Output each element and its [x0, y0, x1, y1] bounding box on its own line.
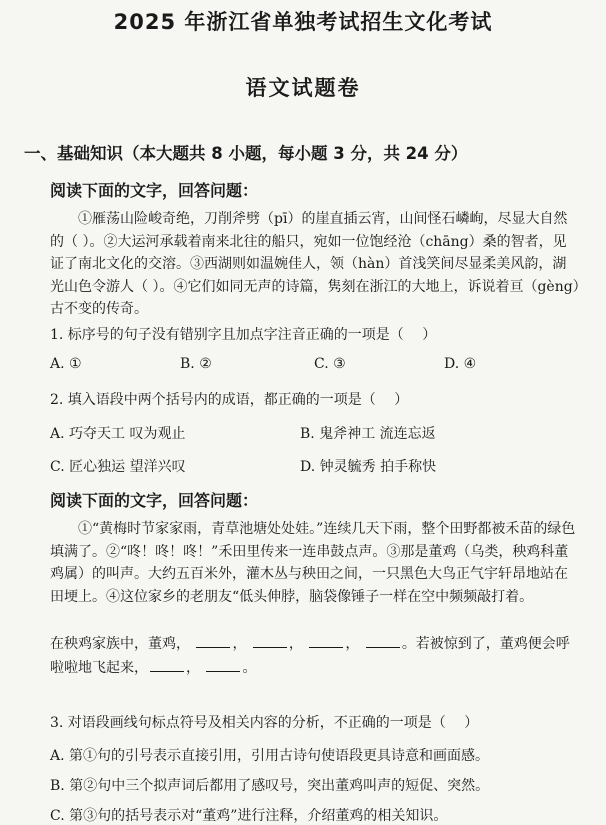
q3-option-a: A. 第①句的引号表示直接引用，引用古诗句使语段更具诗意和画面感。	[50, 748, 490, 764]
fill-in-paragraph: 在秧鸡家族中，董鸡， ， ， ， 。若被惊到了，董鸡便会呼啦啦地飞起来， ， 。	[50, 632, 580, 680]
q2-option-c: C. 匠心独运 望洋兴叹	[50, 459, 186, 475]
reading-heading-1: 阅读下面的文字，回答问题：	[50, 181, 259, 200]
fill-blank-4[interactable]	[366, 633, 400, 648]
q3-option-b: B. 第②句中三个拟声词后都用了感叹号，突出董鸡叫声的短促、突然。	[50, 778, 490, 794]
exam-title: 2025 年浙江省单独考试招生文化考试	[113, 10, 493, 34]
reading-passage-1: ①雁荡山险峻奇绝，刀削斧劈（pī）的崖直插云宵，山间怪石嶙峋，尽显大自然的（ ）。②大运河承载着南来北往的船只，宛如一位饱经沧（chāng）桑的智者，见证了南北文化的交溶。③西湖则如温婉佳人，领（hàn）首浅笑间尽显柔美风韵，湖光山色令游人（ ）。④它们如同无声的诗篇，隽刻在浙江的大地上，诉说着亘（gèng）古不变的传奇。	[50, 211, 580, 317]
section-heading: 一、基础知识（本大题共 8 小题，每小题 3 分，共 24 分）	[24, 144, 468, 163]
fill-text-a: 在秧鸡家族中，董鸡，	[50, 636, 190, 652]
q1-option-c: C. ③	[314, 356, 346, 372]
q2-option-a: A. 巧夺天工 叹为观止	[50, 426, 186, 442]
question-1-stem: 1. 标序号的句子没有错别字且加点字注音正确的一项是（ ）	[50, 327, 437, 343]
fill-blank-5[interactable]	[150, 657, 184, 672]
fill-text-c: 。	[242, 660, 257, 676]
exam-subtitle: 语文试题卷	[245, 76, 361, 100]
fill-text-b: 。若被惊到了，董鸡便会呼啦啦地飞起来，	[50, 636, 570, 676]
q2-option-d: D. 钟灵毓秀 拍手称快	[300, 459, 437, 475]
reading-passage-2: ①“黄梅时节家家雨，青草池塘处处娃。”连续几天下雨，整个田野都被禾苗的绿色填满了。②“咚！咚！咚！”禾田里传来一连串鼓点声。③那是董鸡（乌类，秧鸡科董鸡属）的叫声。大约五百米外，灌木丛与秧田之间，一只黑色大鸟正气宇轩昂地站在田埂上。④这位家乡的老朋友“低头伸脖，脑袋像锤子一样在空中频频敲打着。	[50, 521, 576, 605]
q1-option-b: B. ②	[180, 356, 212, 372]
fill-blank-6[interactable]	[206, 657, 240, 672]
question-3-stem: 3. 对语段画线句标点符号及相关内容的分析，不正确的一项是（ ）	[50, 715, 479, 731]
fill-blank-1[interactable]	[196, 633, 230, 648]
q1-option-a: A. ①	[50, 356, 82, 372]
q3-option-c: C. 第③句的括号表示对“董鸡”进行注释，介绍董鸡的相关知识。	[50, 808, 448, 824]
question-2-stem: 2. 填入语段中两个括号内的成语，都正确的一项是（ ）	[50, 392, 409, 408]
reading-heading-2: 阅读下面的文字，回答问题：	[50, 491, 259, 510]
fill-blank-2[interactable]	[253, 633, 287, 648]
fill-blank-3[interactable]	[309, 633, 343, 648]
q1-option-d: D. ④	[444, 356, 477, 372]
q2-option-b: B. 鬼斧神工 流连忘返	[300, 426, 436, 442]
